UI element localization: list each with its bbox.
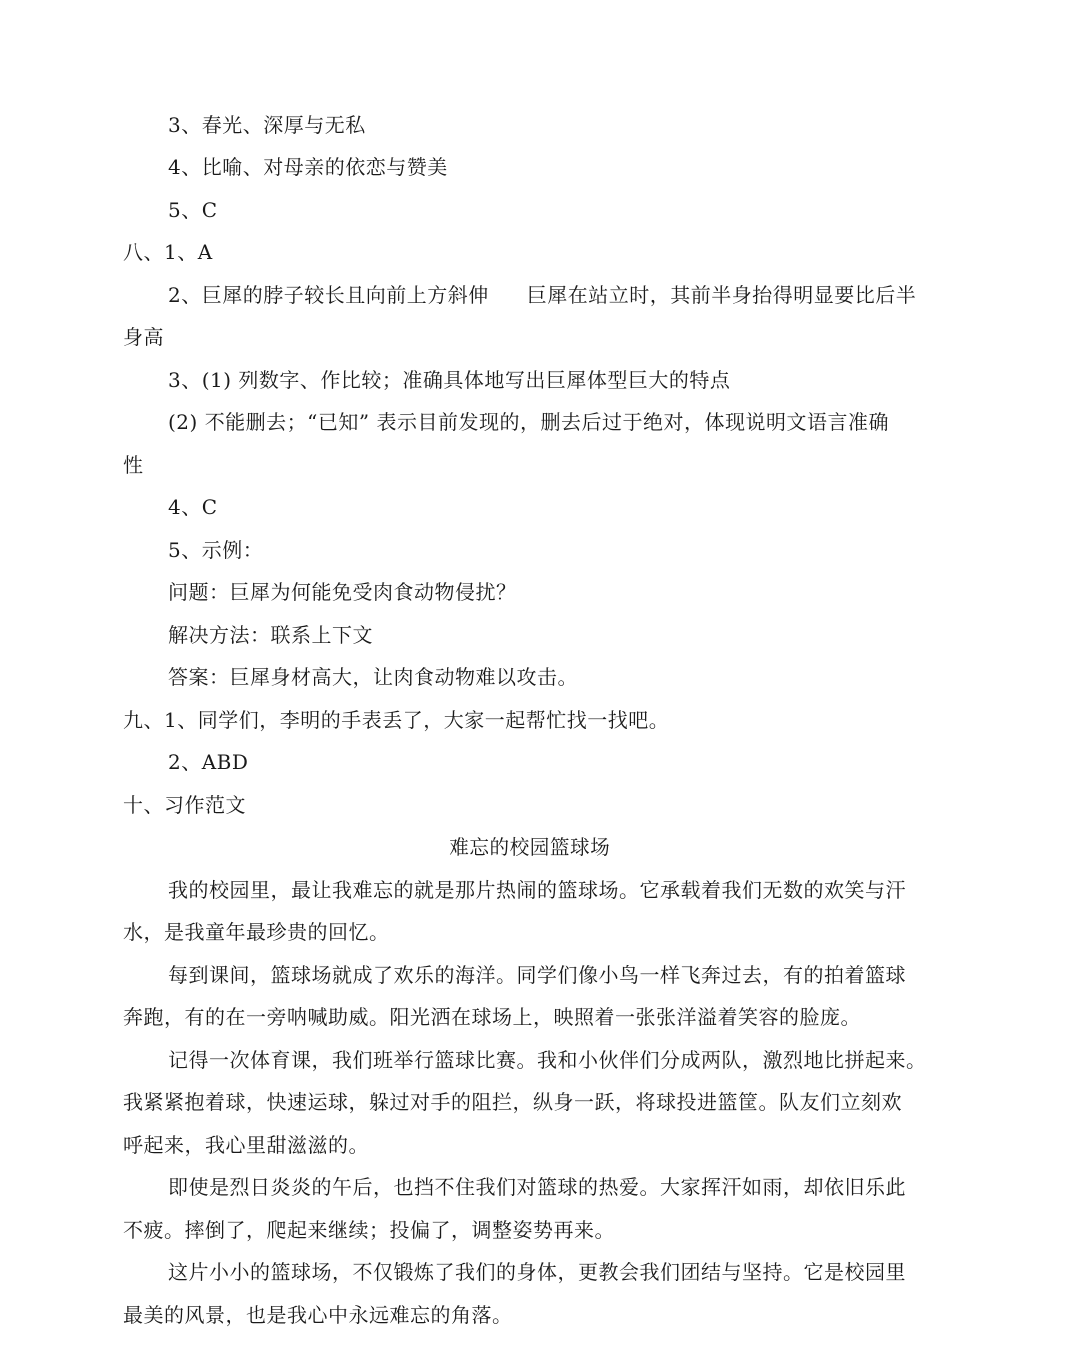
- answer-8-5: 5、示例：: [168, 538, 264, 562]
- answer-8-3-2: (2) 不能删去；“已知” 表示目前发现的，删去后过于绝对，体现说明文语言准确: [168, 410, 889, 434]
- essay-paragraph-4: 即使是烈日炎炎的午后，也挡不住我们对篮球的热爱。大家挥汗如雨，却依旧乐此: [168, 1175, 906, 1199]
- answer-7-3: 3、春光、深厚与无私: [168, 113, 366, 137]
- answer-8-3-2-continued: 性: [123, 453, 144, 477]
- essay-paragraph-4-line-2: 不疲。摔倒了，爬起来继续；投偏了，调整姿势再来。: [123, 1218, 615, 1242]
- answer-8-3-1: 3、(1) 列数字、作比较；准确具体地写出巨犀体型巨大的特点: [168, 368, 731, 392]
- answer-9-1: 九、1、同学们，李明的手表丢了，大家一起帮忙找一找吧。: [123, 708, 670, 732]
- answer-8-4: 4、C: [168, 495, 218, 519]
- essay-paragraph-5-line-2: 最美的风景，也是我心中永远难忘的角落。: [123, 1303, 513, 1327]
- answer-7-5: 5、C: [168, 198, 218, 222]
- answer-8-5-answer: 答案：巨犀身材高大，让肉食动物难以攻击。: [168, 665, 578, 689]
- answer-8-1: 八、1、A: [123, 240, 213, 264]
- answer-8-2-part2: 巨犀在站立时，其前半身抬得明显要比后半: [526, 283, 917, 307]
- answer-8-5-question: 问题：巨犀为何能免受肉食动物侵扰？: [168, 580, 517, 604]
- essay-title: 难忘的校园篮球场: [449, 835, 611, 859]
- essay-paragraph-3-line-3: 呼起来，我心里甜滋滋的。: [123, 1133, 369, 1157]
- answer-8-5-method: 解决方法：联系上下文: [168, 623, 373, 647]
- essay-paragraph-3-line-2: 我紧紧抱着球，快速运球，躲过对手的阻拦，纵身一跃，将球投进篮筐。队友们立刻欢: [123, 1090, 902, 1114]
- essay-paragraph-5: 这片小小的篮球场，不仅锻炼了我们的身体，更教会我们团结与坚持。它是校园里: [168, 1260, 906, 1284]
- answer-9-2: 2、ABD: [168, 750, 249, 774]
- essay-paragraph-2: 每到课间，篮球场就成了欢乐的海洋。同学们像小鸟一样飞奔过去，有的拍着篮球: [168, 963, 906, 987]
- essay-paragraph-3: 记得一次体育课，我们班举行篮球比赛。我和小伙伴们分成两队，激烈地比拼起来。: [168, 1048, 927, 1072]
- answer-10-heading: 十、习作范文: [123, 793, 246, 817]
- answer-8-2-continued: 身高: [123, 325, 164, 349]
- essay-paragraph-1-line-2: 水，是我童年最珍贵的回忆。: [123, 920, 390, 944]
- essay-paragraph-1: 我的校园里，最让我难忘的就是那片热闹的篮球场。它承载着我们无数的欢笑与汗: [168, 878, 906, 902]
- answer-8-2: [168, 281, 916, 309]
- answer-7-4: 4、比喻、对母亲的依恋与赞美: [168, 155, 448, 179]
- answer-8-2-part1: 2、巨犀的脖子较长且向前上方斜伸: [168, 283, 489, 307]
- essay-paragraph-2-line-2: 奔跑，有的在一旁呐喊助威。阳光洒在球场上，映照着一张张洋溢着笑容的脸庞。: [123, 1005, 861, 1029]
